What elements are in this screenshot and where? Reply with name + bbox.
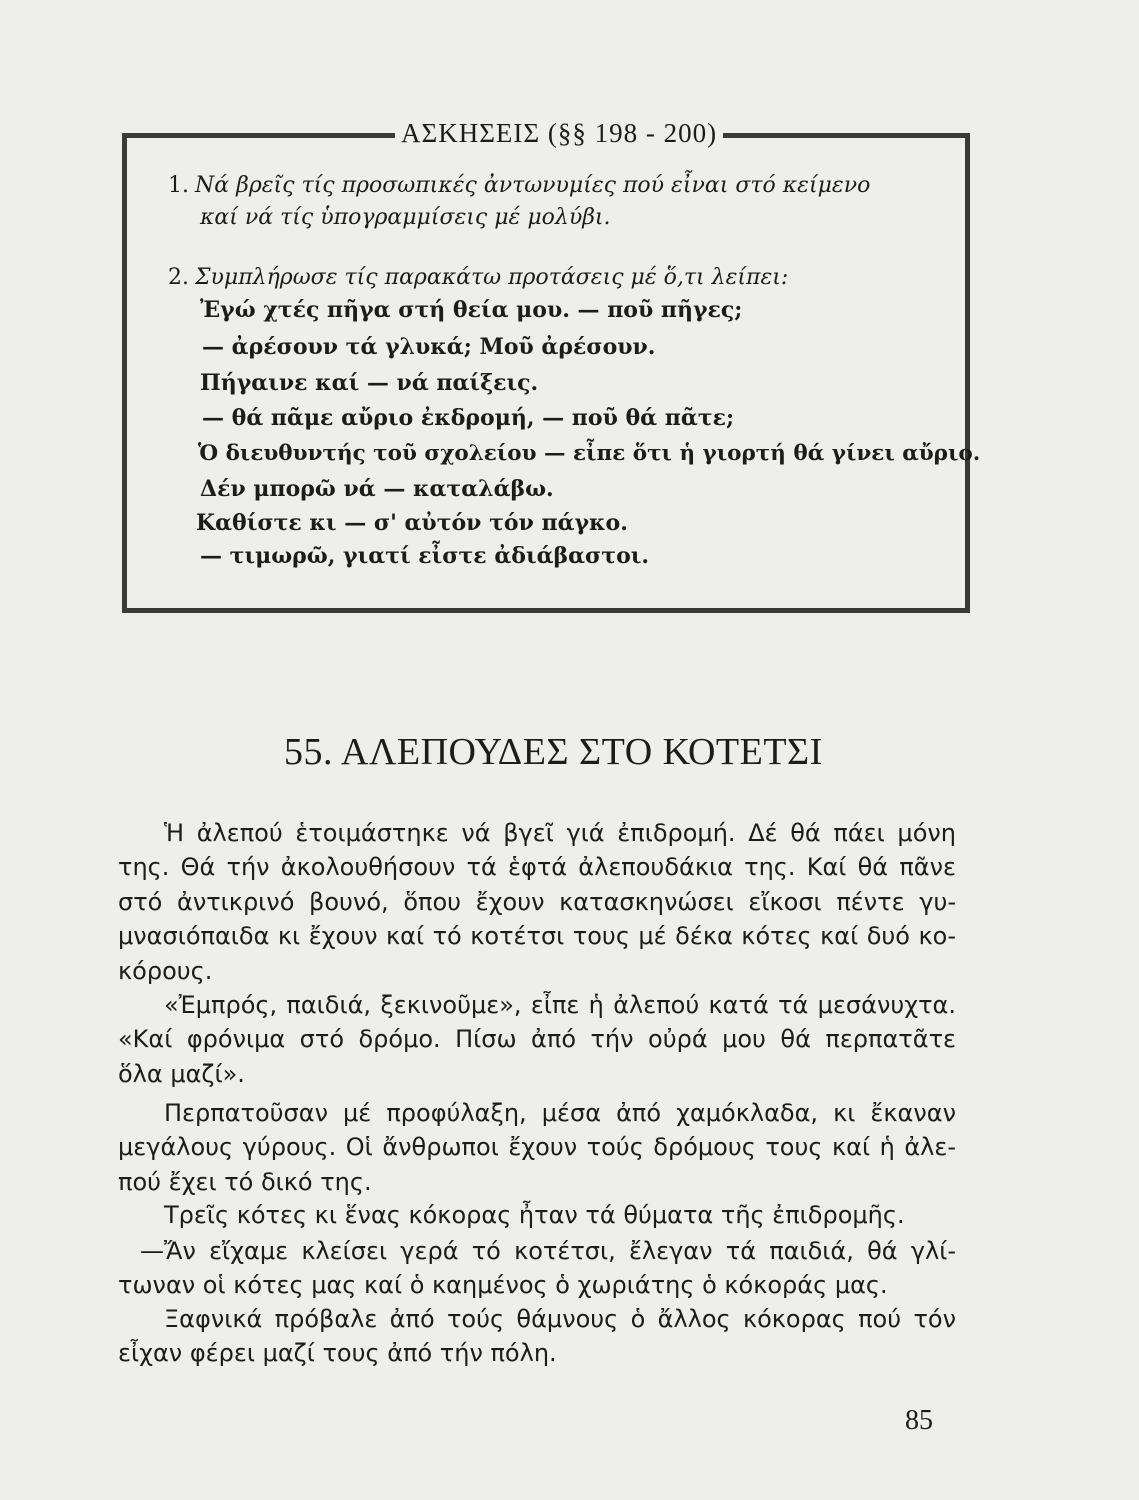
text-line: στό ἀντικρινό βουνό, ὅπου ἔχουν κατασκηνώσει εἴκοσι πέντε γυ- (118, 887, 956, 916)
exercise-2 (168, 262, 788, 294)
text-line: —Ἄν εἴχαμε κλείσει γερά τό κοτέτσι, ἔλεγαν τά παιδιά, θά γλί- (140, 1237, 956, 1265)
exercise-1-line-1: Νά βρεῖς τίς προσωπικές ἀντωνυμίες πού εἶναι στό κείμενο (195, 173, 871, 198)
exercise-sentence: Ὁ διευθυντής τοῦ σχολείου — εἶπε ὅτι ἡ γιορτή θά γίνει αὔριο. (198, 441, 981, 466)
text-line: της. Θά τήν ἀκολουθήσουν τά ἑφτά ἀλεπουδάκια της. Καί θά πᾶνε (118, 853, 956, 882)
text-line: Ἡ ἀλεπού ἑτοιμάστηκε νά βγεῖ γιά ἐπιδρομή. Δέ θά πάει μόνη (164, 819, 956, 847)
exercise-sentence: Καθίστε κι — σ' αὐτόν τόν πάγκο. (196, 510, 628, 536)
text-line: μεγάλους γύρους. Οἱ ἄνθρωποι ἔχουν τούς δρόμους τους καί ἡ ἀλε- (118, 1133, 956, 1162)
text-line: ὅλα μαζί». (118, 1059, 245, 1088)
text-line: «Ἐμπρός, παιδιά, ξεκινοῦμε», εἶπε ἡ ἀλεπού κατά τά μεσάνυχτα. (164, 991, 956, 1019)
text-line: τωναν οἱ κότες μας καί ὁ καημένος ὁ χωριάτης ὁ κόκοράς μας. (118, 1271, 888, 1300)
text-line: «Καί φρόνιμα στό δρόμο. Πίσω ἀπό τήν οὐρά μου θά περπατᾶτε (118, 1025, 956, 1054)
story-paragraph-5 (118, 1234, 956, 1303)
exercise-1 (168, 170, 870, 234)
exercise-sentence: — ἀρέσουν τά γλυκά; Μοῦ ἀρέσουν. (202, 334, 656, 360)
story-paragraph-4 (118, 1198, 956, 1232)
exercise-1-number: 1. (168, 173, 189, 198)
exercise-sentence: Ἐγώ χτές πῆγα στή θεία μου. — ποῦ πῆγες; (200, 297, 743, 323)
story-paragraph-6 (118, 1302, 956, 1371)
story-title: 55. ΑΛΕΠΟΥΔΕΣ ΣΤΟ ΚΟΤΕΤΣΙ (284, 731, 823, 773)
text-line: Ξαφνικά πρόβαλε ἀπό τούς θάμνους ὁ ἄλλος κόκορας πού τόν (164, 1305, 956, 1333)
text-line: κόρους. (118, 956, 213, 985)
text-line: πού ἔχει τό δικό της. (118, 1167, 372, 1196)
text-line: Τρεῖς κότες κι ἕνας κόκορας ἦταν τά θύματα τῆς ἐπιδρομῆς. (164, 1201, 905, 1229)
exercise-sentence: — τιμωρῶ, γιατί εἶστε ἀδιάβαστοι. (200, 543, 650, 569)
story-paragraph-3 (118, 1096, 956, 1199)
exercise-sentence: Πήγαινε καί — νά παίξεις. (200, 370, 539, 396)
exercise-sentence: Δέν μπορῶ νά — καταλάβω. (200, 476, 554, 502)
exercise-2-text: Συμπλήρωσε τίς παρακάτω προτάσεις μέ ὅ,τι λείπει: (195, 265, 789, 290)
exercise-sentence: — θά πᾶμε αὔριο ἐκδρομή, — ποῦ θά πᾶτε; (202, 405, 735, 431)
exercise-1-line-2: καί νά τίς ὑπογραμμίσεις μέ μολύβι. (200, 205, 611, 230)
text-line: Περπατοῦσαν μέ προφύλαξη, μέσα ἀπό χαμόκλαδα, κι ἔκαναν (164, 1099, 956, 1127)
exercise-2-number: 2. (168, 265, 189, 290)
page-number: 85 (905, 1405, 933, 1436)
text-line: εἶχαν φέρει μαζί τους ἀπό τήν πόλη. (118, 1339, 557, 1368)
text-line: μνασιόπαιδα κι ἔχουν καί τό κοτέτσι τους μέ δέκα κότες καί δυό κο- (118, 922, 956, 951)
story-paragraph-1 (118, 816, 956, 988)
exercises-heading: ΑΣΚΗΣΕΙΣ (§§ 198 - 200) (395, 118, 723, 149)
story-paragraph-2 (118, 988, 956, 1091)
